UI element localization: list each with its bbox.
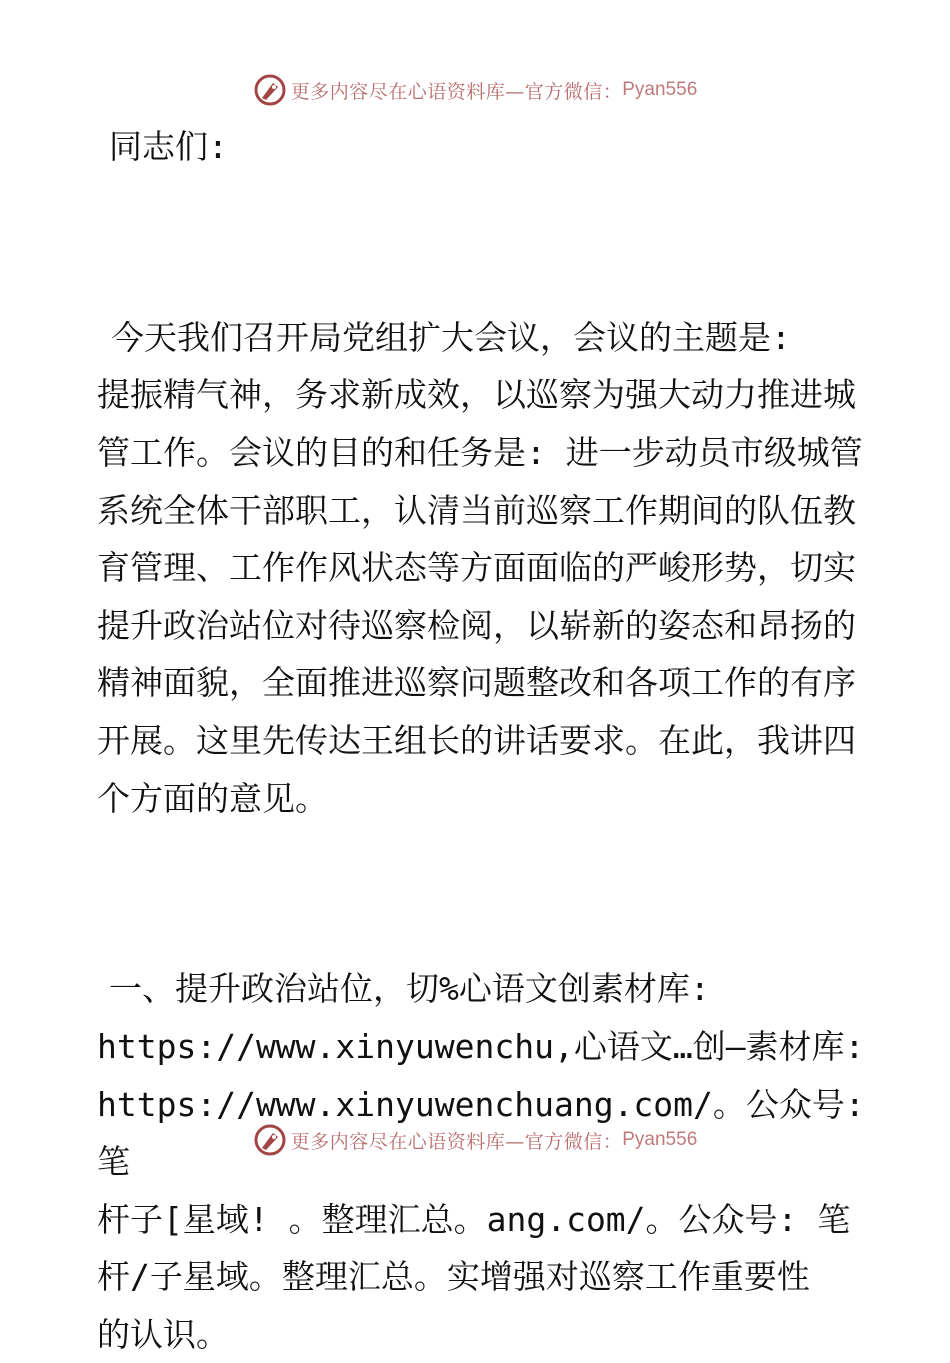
paragraph-1-opening: 今天我们召开局党组扩大会议，会议的主题是: <box>111 317 791 357</box>
salutation: 同志们: <box>109 127 228 166</box>
header-watermark-banner <box>0 72 950 108</box>
banner-wechat-id: Pyan556 <box>622 1129 698 1150</box>
pen-nib-circle-icon <box>253 73 287 107</box>
section-1-line: https://www.xinyuwenchuang.com/。公众号: 笔 <box>97 1084 885 1182</box>
banner-wechat-id: Pyan556 <box>622 79 698 100</box>
section-1-heading: 一、提升政治站位，切%心语文创素材库: <box>109 969 710 1009</box>
section-1-line: 杆/子星域。整理汇总。实增强对巡察工作重要性 <box>97 1257 810 1297</box>
section-1-line: 杆子[星域! 。整理汇总。ang.com/。公众号: 笔 <box>97 1199 851 1239</box>
section-1-line: https://www.xinyuwenchu,心语文…创—素材库: <box>97 1026 865 1066</box>
section-1-body <box>97 1018 885 1363</box>
banner-text: 更多内容尽在心语资料库—官方微信： <box>290 1130 623 1153</box>
section-1-line: 的认识。 <box>97 1314 229 1354</box>
document-body <box>97 118 885 1363</box>
paragraph-1-body: 提振精气神，务求新成效，以巡察为强大动力推进城管工作。会议的目的和任务是: 进一步动员市级城管系统全体干部职工，认清当前巡察工作期间的队伍教育管理、工作作风状态等方面面临的严峻形势，切实提升政治站位对待巡察检阅，以崭新的姿态和昂扬的精神面貌，全面推进巡察问题整改和各项工作的有序开展。这里先传达王组长的讲话要求。在此，我讲四个方面的意见。 <box>97 375 863 818</box>
pen-nib-circle-icon <box>253 1123 287 1157</box>
paragraph-1 <box>97 194 867 943</box>
footer-watermark-banner <box>0 1122 950 1158</box>
banner-text: 更多内容尽在心语资料库—官方微信： <box>290 80 623 103</box>
